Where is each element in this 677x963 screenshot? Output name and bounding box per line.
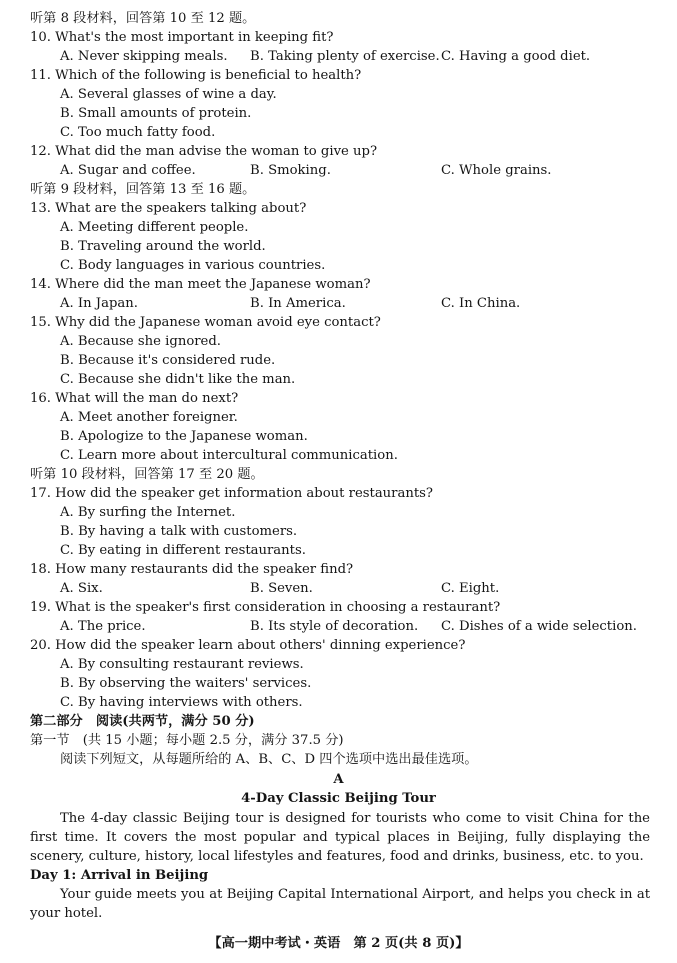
section-10-header: 听第 10 段材料，回答第 17 至 20 题。 bbox=[30, 467, 264, 482]
q15-option-b: B. Because it's considered rude. bbox=[60, 353, 276, 368]
q17-option-c: C. By eating in different restaurants. bbox=[60, 543, 306, 558]
question-10-stem: 10. What's the most important in keeping fit? bbox=[30, 30, 334, 45]
question-20-stem: 20. How did the speaker learn about others' dinning experience? bbox=[30, 638, 466, 653]
question-15-stem: 15. Why did the Japanese woman avoid eye contact? bbox=[30, 315, 381, 330]
q16-option-b: B. Apologize to the Japanese woman. bbox=[60, 429, 308, 444]
q10-option-a: A. Never skipping meals. bbox=[60, 49, 228, 64]
q20-option-a: A. By consulting restaurant reviews. bbox=[60, 657, 304, 672]
section-9-header: 听第 9 段材料，回答第 13 至 16 题。 bbox=[30, 182, 256, 197]
q17-option-b: B. By having a talk with customers. bbox=[60, 524, 298, 539]
question-13-stem: 13. What are the speakers talking about? bbox=[30, 201, 307, 216]
q18-option-b: B. Seven. bbox=[250, 581, 313, 596]
q11-option-c: C. Too much fatty food. bbox=[60, 125, 216, 140]
question-18-options bbox=[0, 581, 677, 597]
q14-option-b: B. In America. bbox=[250, 296, 346, 311]
question-19-stem: 19. What is the speaker's first consideration in choosing a restaurant? bbox=[30, 600, 501, 615]
q12-option-a: A. Sugar and coffee. bbox=[60, 163, 196, 178]
q20-option-b: B. By observing the waiters' services. bbox=[60, 676, 312, 691]
q19-option-b: B. Its style of decoration. bbox=[250, 619, 419, 634]
q15-option-c: C. Because she didn't like the man. bbox=[60, 372, 296, 387]
passage-title: 4-Day Classic Beijing Tour bbox=[241, 791, 436, 806]
q16-option-a: A. Meet another foreigner. bbox=[60, 410, 238, 425]
q13-option-b: B. Traveling around the world. bbox=[60, 239, 266, 254]
q11-option-b: B. Small amounts of protein. bbox=[60, 106, 252, 121]
q10-option-b: B. Taking plenty of exercise. bbox=[250, 49, 440, 64]
question-18-stem: 18. How many restaurants did the speaker find? bbox=[30, 562, 354, 577]
q16-option-c: C. Learn more about intercultural communication. bbox=[60, 448, 398, 463]
passage-paragraph-1: The 4-day classic Beijing tour is designed for tourists who come to visit China for the first time. It covers the most popular and typical places in Beijing, fully displaying the scenery, culture, history, local lifestyles and features, food and drinks, business, etc. to you. bbox=[30, 811, 650, 864]
q19-option-c: C. Dishes of a wide selection. bbox=[441, 619, 637, 634]
section-8-header: 听第 8 段材料，回答第 10 至 12 题。 bbox=[30, 11, 256, 26]
part-2-title: 第二部分 阅读(共两节，满分 50 分) bbox=[30, 714, 255, 729]
question-14-options bbox=[0, 296, 677, 312]
question-19-options bbox=[0, 619, 677, 635]
question-16-stem: 16. What will the man do next? bbox=[30, 391, 239, 406]
page-footer: 【高一期中考试・英语 第 2 页(共 8 页)】 bbox=[208, 936, 469, 951]
reading-instruction: 阅读下列短文，从每题所给的 A、B、C、D 四个选项中选出最佳选项。 bbox=[60, 752, 478, 767]
q11-option-a: A. Several glasses of wine a day. bbox=[60, 87, 277, 102]
q12-option-c: C. Whole grains. bbox=[441, 163, 552, 178]
q20-option-c: C. By having interviews with others. bbox=[60, 695, 303, 710]
part-2-section-1: 第一节 (共 15 小题；每小题 2.5 分，满分 37.5 分) bbox=[30, 733, 344, 748]
q15-option-a: A. Because she ignored. bbox=[60, 334, 221, 349]
question-17-stem: 17. How did the speaker get information about restaurants? bbox=[30, 486, 433, 501]
question-14-stem: 14. Where did the man meet the Japanese woman? bbox=[30, 277, 371, 292]
passage-letter: A bbox=[333, 772, 344, 787]
q18-option-c: C. Eight. bbox=[441, 581, 500, 596]
question-12-stem: 12. What did the man advise the woman to give up? bbox=[30, 144, 378, 159]
q13-option-c: C. Body languages in various countries. bbox=[60, 258, 326, 273]
question-10-options bbox=[0, 49, 677, 65]
q17-option-a: A. By surfing the Internet. bbox=[60, 505, 236, 520]
q10-option-c: C. Having a good diet. bbox=[441, 49, 591, 64]
question-11-stem: 11. Which of the following is beneficial to health? bbox=[30, 68, 362, 83]
q14-option-a: A. In Japan. bbox=[60, 296, 138, 311]
q14-option-c: C. In China. bbox=[441, 296, 521, 311]
q19-option-a: A. The price. bbox=[60, 619, 146, 634]
q13-option-a: A. Meeting different people. bbox=[60, 220, 249, 235]
q18-option-a: A. Six. bbox=[60, 581, 103, 596]
question-12-options bbox=[0, 163, 677, 179]
q12-option-b: B. Smoking. bbox=[250, 163, 331, 178]
day-1-heading: Day 1: Arrival in Beijing bbox=[30, 868, 209, 883]
day-1-paragraph: Your guide meets you at Beijing Capital International Airport, and helps you check in at your hotel. bbox=[30, 887, 650, 921]
